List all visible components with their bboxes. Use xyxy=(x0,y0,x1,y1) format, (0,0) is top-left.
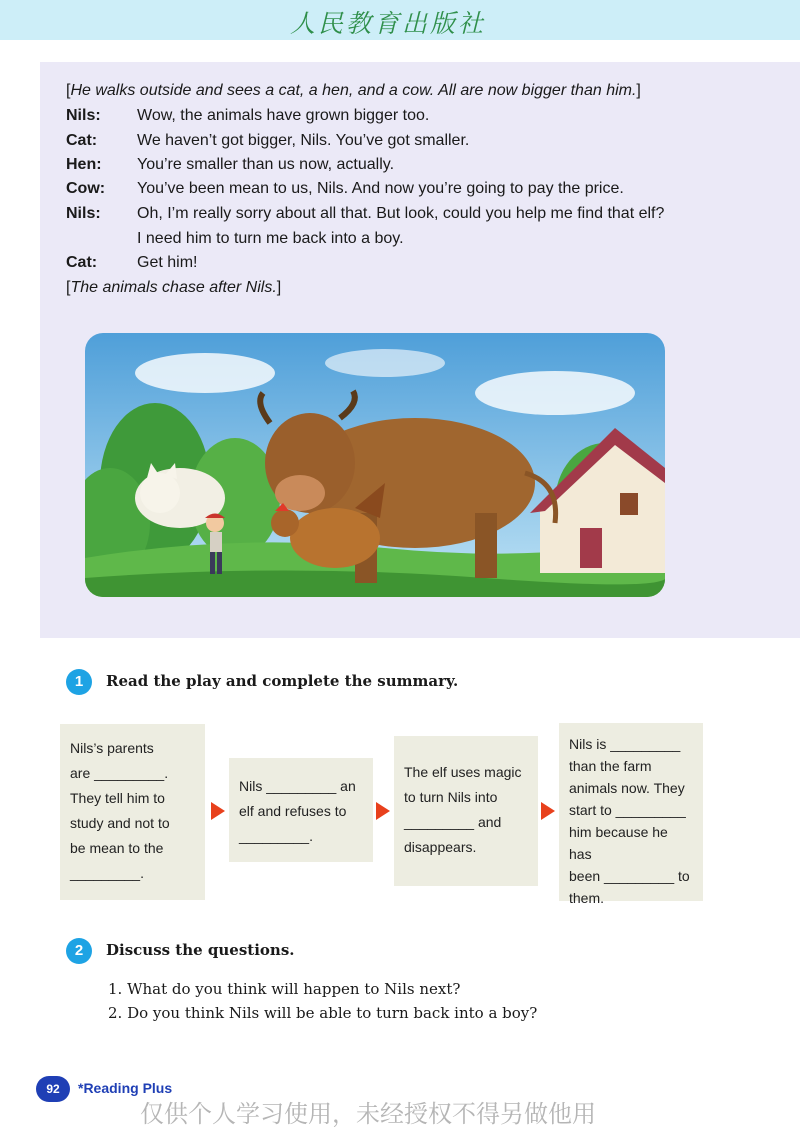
summary-box-2 xyxy=(229,758,373,862)
task-instruction: Discuss the questions. xyxy=(106,941,295,959)
speech-text: You’re smaller than us now, actually. xyxy=(137,156,395,173)
farm-animals-chase-illustration xyxy=(85,333,665,597)
watermark-text: 仅供个人学习使用，未经授权不得另做他用 xyxy=(140,1100,596,1128)
summary-line: been _________ to xyxy=(569,868,690,884)
question-item: 2. Do you think Nils will be able to turn back into a boy? xyxy=(108,1004,538,1022)
stage-direction-close: [The animals chase after Nils.] xyxy=(66,279,282,296)
speaker-name: Cow: xyxy=(66,180,106,197)
summary-line: start to _________ xyxy=(569,802,686,818)
speaker-name: Cat: xyxy=(66,132,98,149)
speaker-name: Nils: xyxy=(66,205,101,222)
stage-direction-open: [He walks outside and sees a cat, a hen, and a cow. All are now bigger than him.] xyxy=(66,82,641,99)
summary-line: animals now. They xyxy=(569,780,685,796)
speech-text: I need him to turn me back into a boy. xyxy=(137,230,404,247)
summary-line: Nils is _________ xyxy=(569,736,681,752)
speech-text: Get him! xyxy=(137,254,198,271)
question-item: 1. What do you think will happen to Nils next? xyxy=(108,980,461,998)
summary-line: elf and refuses to xyxy=(239,803,347,819)
summary-box-4 xyxy=(559,723,703,906)
flow-arrow-icon xyxy=(211,802,225,820)
page-number-badge: 92 xyxy=(36,1076,70,1102)
task-instruction: Read the play and complete the summary. xyxy=(106,672,459,690)
summary-line: The elf uses magic xyxy=(404,764,522,780)
summary-line: They tell him to xyxy=(70,790,165,806)
summary-box-3 xyxy=(394,736,538,886)
summary-line: disappears. xyxy=(404,839,477,855)
summary-line: are _________. xyxy=(70,765,169,781)
speech-text: We haven’t got bigger, Nils. You’ve got smaller. xyxy=(137,132,470,149)
summary-line: _________. xyxy=(70,865,144,881)
task-number-badge: 2 xyxy=(66,938,92,964)
publisher-logo: 人民教育出版社 xyxy=(290,9,487,38)
flow-arrow-icon xyxy=(376,802,390,820)
series-label: *Reading Plus xyxy=(78,1080,173,1096)
illustration-canvas xyxy=(85,333,665,597)
summary-line: Nils _________ an xyxy=(239,778,356,794)
flow-arrow-icon xyxy=(541,802,555,820)
summary-line: them. xyxy=(569,890,605,906)
speech-text: Oh, I’m really sorry about all that. But look, could you help me find that elf? xyxy=(137,205,665,222)
summary-line: Nils’s parents xyxy=(70,740,154,756)
speech-text: You’ve been mean to us, Nils. And now you’re going to pay the price. xyxy=(137,180,624,197)
summary-line: _________. xyxy=(239,828,313,844)
summary-box-1 xyxy=(60,724,205,900)
speaker-name: Nils: xyxy=(66,107,101,124)
summary-line: to turn Nils into xyxy=(404,789,498,805)
speaker-name: Hen: xyxy=(66,156,102,173)
summary-line: _________ and xyxy=(404,814,502,830)
summary-line: be mean to the xyxy=(70,840,164,856)
speaker-name: Cat: xyxy=(66,254,98,271)
summary-line: study and not to xyxy=(70,815,170,831)
task-number-badge: 1 xyxy=(66,669,92,695)
header-bar xyxy=(0,0,800,40)
summary-line: him because he has xyxy=(569,824,668,862)
summary-line: than the farm xyxy=(569,758,652,774)
speech-text: Wow, the animals have grown bigger too. xyxy=(137,107,430,124)
